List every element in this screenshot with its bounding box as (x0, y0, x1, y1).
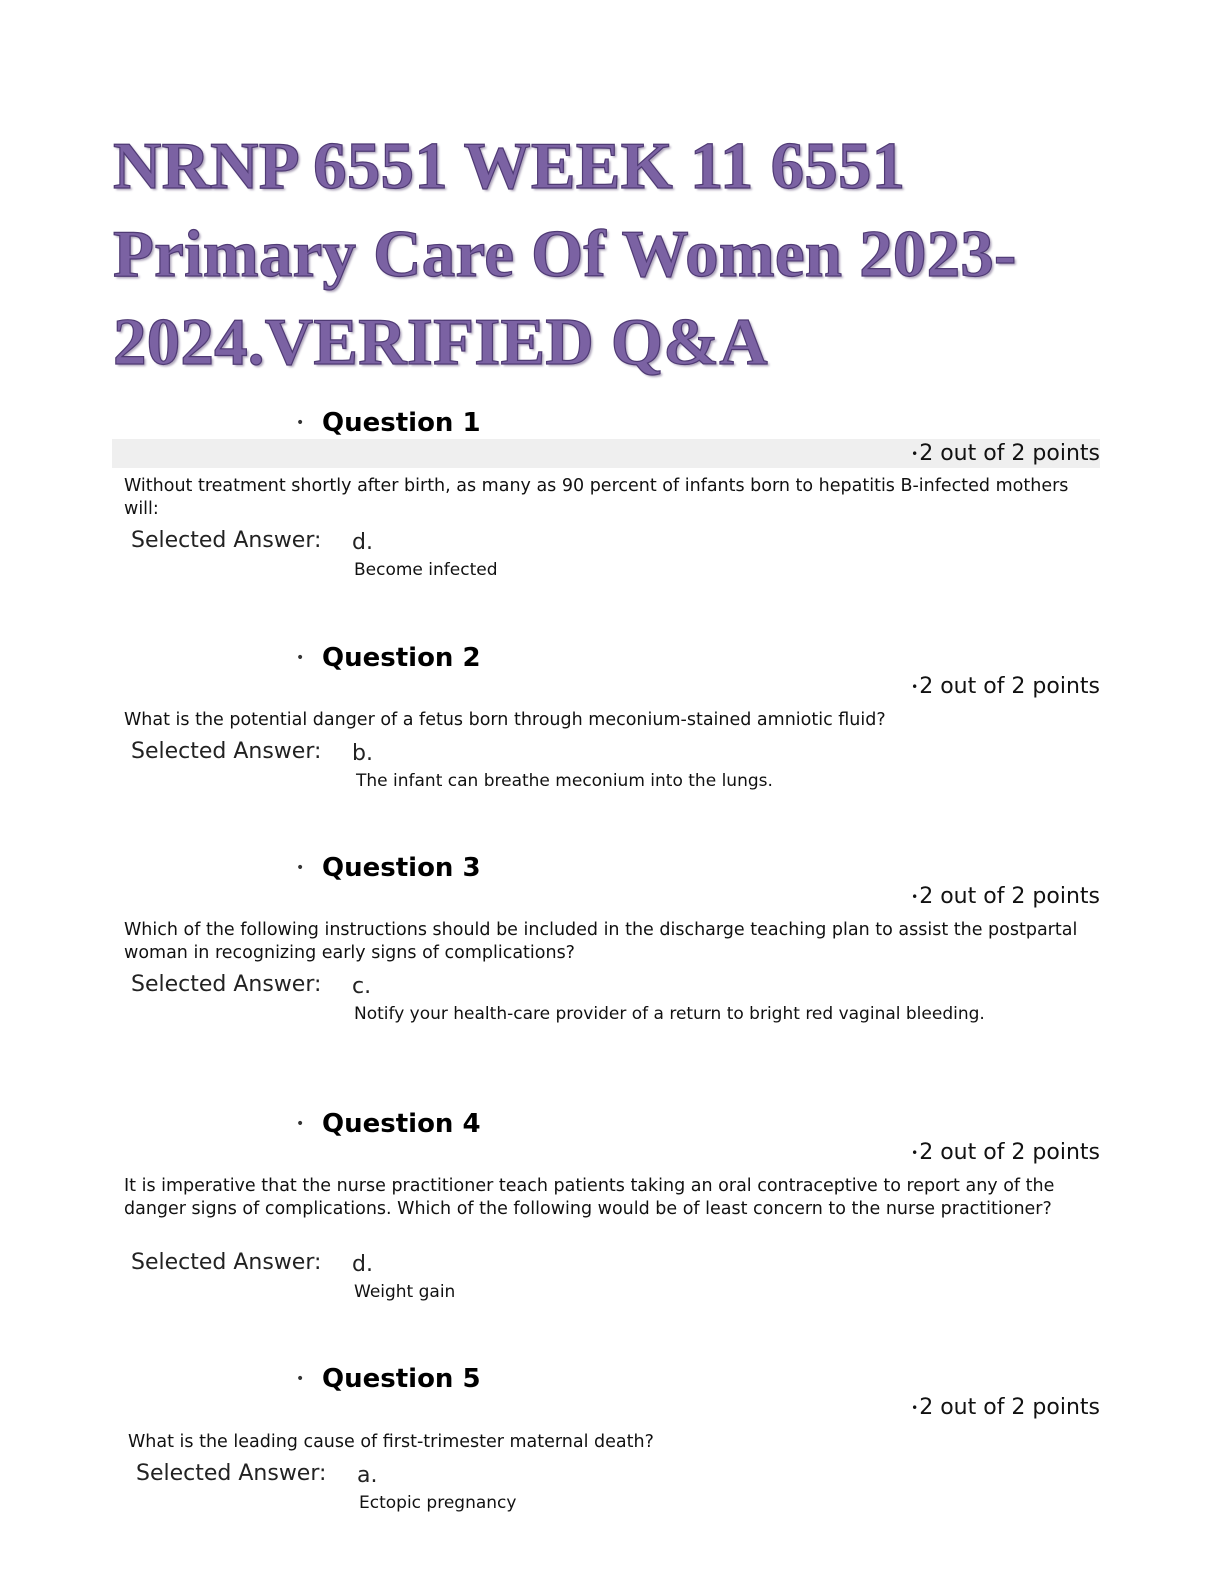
bullet-icon: • (911, 1400, 919, 1415)
selected-answer-letter: c. (352, 974, 372, 999)
question-label: Question 4 (322, 1109, 481, 1139)
question-text: Without treatment shortly after birth, as many as 90 percent of infants born to hepatitis B-infected mothers will: (124, 476, 1069, 519)
bullet-icon: • (911, 889, 919, 904)
bullet-icon: • (911, 1145, 919, 1160)
question-heading (296, 1109, 481, 1139)
points-text: 2 out of 2 points (919, 1395, 1100, 1420)
selected-answer-text: Notify your health-care provider of a return to bright red vaginal bleeding. (354, 1004, 985, 1024)
selected-answer-text: Ectopic pregnancy (359, 1493, 517, 1513)
document-title: NRNP 6551 WEEK 11 6551 Primary Care Of Women 2023-2024.VERIFIED Q&A (113, 129, 1017, 379)
points-bar (112, 882, 1100, 911)
bullet-icon: • (296, 1116, 305, 1132)
points-bar (112, 1393, 1100, 1422)
bullet-icon: • (296, 860, 305, 876)
selected-answer-letter: a. (357, 1463, 378, 1488)
question-text: What is the potential danger of a fetus born through meconium-stained amniotic fluid? (124, 710, 886, 730)
question-text: It is imperative that the nurse practitioner teach patients taking an oral contraceptive to report any of the danger signs of complications. Which of the following would be of least concern to the nurse practitioner? (124, 1176, 1055, 1219)
points-bar (112, 439, 1100, 468)
points-text: 2 out of 2 points (919, 1140, 1100, 1165)
selected-answer-label: Selected Answer: (131, 1250, 322, 1275)
bullet-icon: • (296, 415, 305, 431)
question-heading (296, 408, 481, 438)
question-label: Question 2 (322, 643, 481, 673)
points-text: 2 out of 2 points (919, 674, 1100, 699)
question-heading (296, 853, 481, 883)
points-score (911, 672, 1100, 702)
selected-answer-label: Selected Answer: (131, 972, 322, 997)
points-bar (112, 672, 1100, 701)
question-text: Which of the following instructions should be included in the discharge teaching plan to assist the postpartal woman in recognizing early signs of complications? (124, 920, 1078, 963)
question-label: Question 3 (322, 853, 481, 883)
points-score (911, 882, 1100, 912)
question-heading (296, 1364, 481, 1394)
bullet-icon: • (911, 679, 919, 694)
selected-answer-letter: b. (352, 741, 373, 766)
selected-answer-label: Selected Answer: (136, 1461, 327, 1486)
bullet-icon: • (296, 1371, 305, 1387)
selected-answer-text: Weight gain (354, 1282, 456, 1302)
points-score (911, 439, 1100, 469)
selected-answer-letter: d. (352, 1252, 373, 1277)
selected-answer-label: Selected Answer: (131, 528, 322, 553)
points-text: 2 out of 2 points (919, 441, 1100, 466)
points-bar (112, 1138, 1100, 1167)
points-text: 2 out of 2 points (919, 884, 1100, 909)
question-text: What is the leading cause of first-trimester maternal death? (128, 1432, 654, 1452)
bullet-icon: • (911, 446, 919, 461)
selected-answer-text: Become infected (354, 560, 498, 580)
question-label: Question 5 (322, 1364, 481, 1394)
selected-answer-letter: d. (352, 530, 373, 555)
selected-answer-label: Selected Answer: (131, 739, 322, 764)
selected-answer-text: The infant can breathe meconium into the lungs. (356, 771, 773, 791)
bullet-icon: • (296, 650, 305, 666)
points-score (911, 1138, 1100, 1168)
question-heading (296, 643, 481, 673)
question-label: Question 1 (322, 408, 481, 438)
points-score (911, 1393, 1100, 1423)
